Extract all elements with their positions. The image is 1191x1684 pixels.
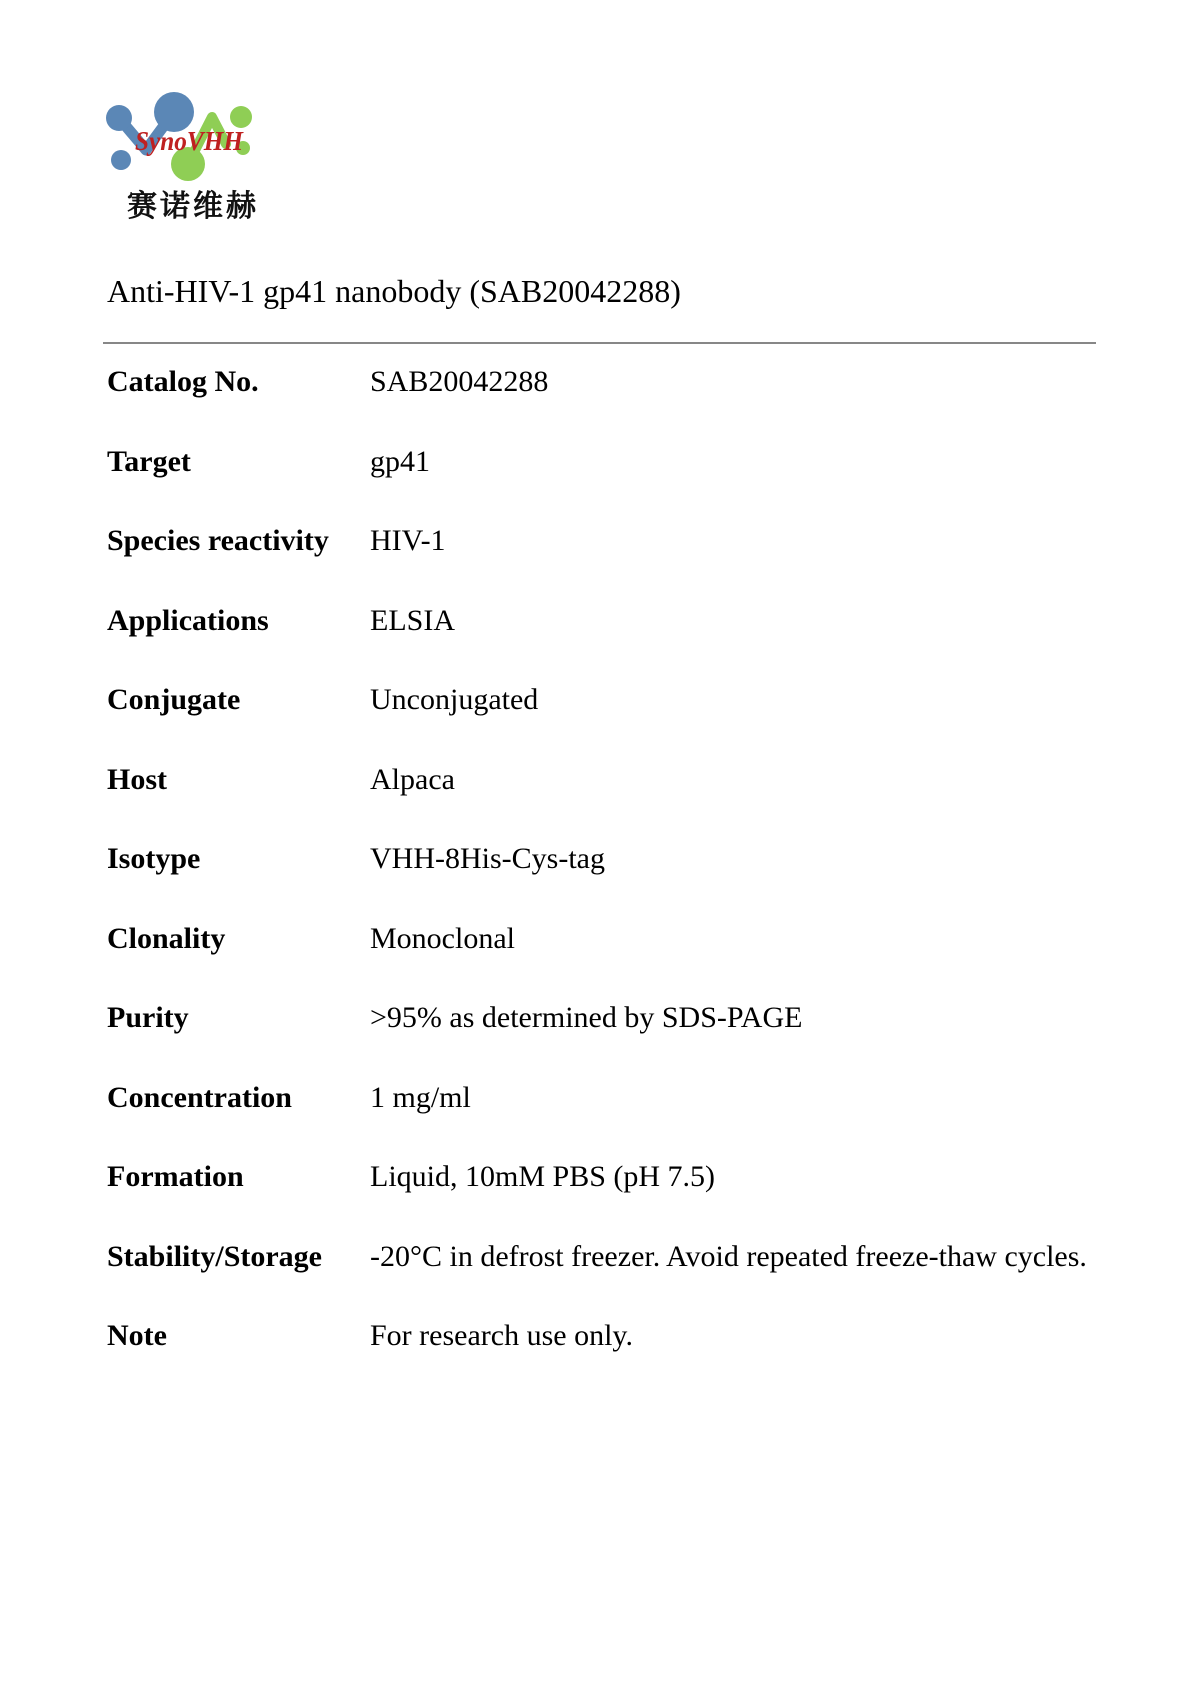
property-label: Applications: [107, 603, 269, 637]
property-value: -20°C in defrost freezer. Avoid repeated freeze-thaw cycles.: [370, 1239, 1087, 1273]
logo-blobs-icon: [95, 86, 255, 182]
property-value: For research use only.: [370, 1319, 633, 1352]
property-row: [107, 363, 1097, 443]
property-label: Species reactivity: [107, 524, 329, 557]
property-value: SAB20042288: [370, 365, 549, 398]
property-row: [107, 522, 1097, 602]
property-row: [107, 1317, 1097, 1397]
company-logo: [95, 86, 255, 182]
property-row: [107, 1238, 1097, 1318]
property-row: [107, 999, 1097, 1079]
property-label: Host: [107, 762, 167, 796]
page-title: Anti-HIV-1 gp41 nanobody (SAB20042288): [107, 273, 681, 309]
property-row: [107, 681, 1097, 761]
property-row: [107, 602, 1097, 682]
property-label: Isotype: [107, 842, 201, 875]
property-label: Stability/Storage: [107, 1239, 322, 1273]
property-label: Clonality: [107, 921, 226, 955]
property-value: ELSIA: [370, 603, 455, 637]
properties-table: [107, 363, 1097, 1397]
property-value: >95% as determined by SDS-PAGE: [370, 1001, 803, 1034]
property-value: HIV-1: [370, 524, 446, 557]
property-row: [107, 761, 1097, 841]
property-label: Target: [107, 444, 191, 478]
property-value: Liquid, 10mM PBS (pH 7.5): [370, 1160, 716, 1193]
property-value: VHH-8His-Cys-tag: [370, 842, 605, 875]
property-row: [107, 1079, 1097, 1159]
company-chinese-name: 赛诺维赫: [127, 189, 259, 224]
property-label: Conjugate: [107, 683, 241, 716]
property-value: Unconjugated: [370, 683, 539, 716]
property-value: 1 mg/ml: [370, 1080, 471, 1114]
property-label: Note: [107, 1319, 167, 1352]
property-value: Monoclonal: [370, 921, 515, 955]
property-value: Alpaca: [370, 762, 455, 796]
property-row: [107, 920, 1097, 1000]
property-row: [107, 840, 1097, 920]
title-divider: [103, 342, 1096, 344]
property-label: Concentration: [107, 1080, 292, 1114]
property-label: Purity: [107, 1001, 189, 1034]
property-value: gp41: [370, 444, 430, 478]
logo-brand-text: SynoVHH: [135, 126, 244, 156]
property-label: Formation: [107, 1160, 244, 1193]
property-row: [107, 443, 1097, 523]
property-row: [107, 1158, 1097, 1238]
property-label: Catalog No.: [107, 365, 259, 398]
